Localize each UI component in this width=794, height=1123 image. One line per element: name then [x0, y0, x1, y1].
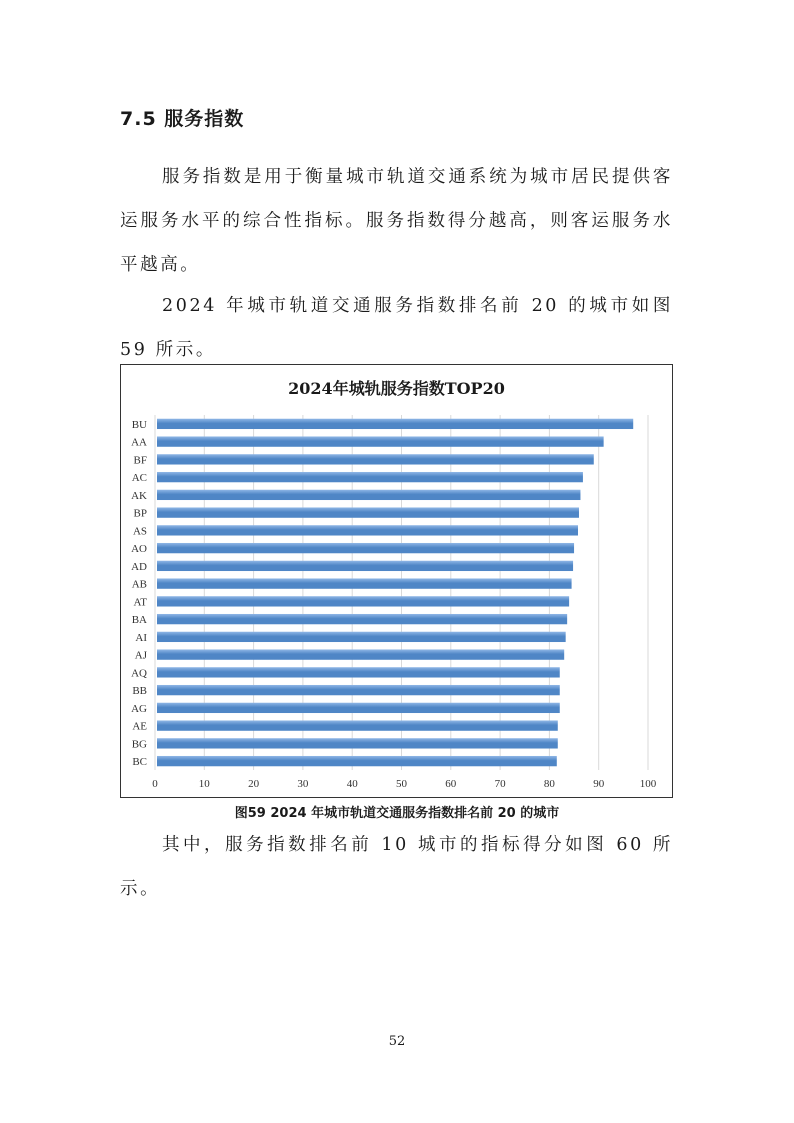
bar-bg: [157, 738, 558, 748]
category-label: AG: [131, 702, 147, 715]
bar-aa: [157, 436, 604, 446]
category-label: BU: [131, 418, 147, 431]
bar-bc: [157, 756, 557, 766]
category-label: AD: [131, 560, 147, 573]
category-label: AB: [131, 578, 147, 591]
category-label: AI: [135, 631, 147, 644]
x-tick-label: 40: [346, 778, 358, 790]
figure-caption: 图59 2024 年城市轨道交通服务指数排名前 20 的城市: [234, 806, 560, 821]
x-tick-label: 70: [494, 778, 506, 790]
category-label: AK: [131, 489, 147, 502]
category-label: AA: [131, 436, 147, 449]
bar-ai: [157, 632, 566, 642]
x-tick-label: 90: [593, 778, 605, 790]
x-tick-label: 0: [152, 778, 158, 790]
x-tick-label: 30: [297, 778, 309, 790]
bar-ae: [157, 720, 558, 730]
category-label: AC: [131, 472, 147, 485]
bar-ba: [157, 614, 567, 624]
bar-bb: [157, 685, 560, 695]
chart-frame: [120, 364, 673, 798]
bar-at: [157, 596, 569, 606]
chart-title: 2024年城轨服务指数TOP20: [288, 379, 505, 398]
bar-ad: [157, 561, 573, 571]
category-label: AO: [131, 543, 147, 556]
x-tick-label: 80: [543, 778, 555, 790]
figure-reference-paragraph: 2024 年城市轨道交通服务指数排名前 20 的城市如图 59 所示。: [120, 296, 673, 360]
category-label: BB: [132, 685, 147, 698]
chart-bars: [157, 419, 633, 767]
x-tick-label: 20: [248, 778, 260, 790]
bar-bp: [157, 507, 579, 517]
category-label: AJ: [134, 649, 147, 662]
x-tick-label: 100: [639, 778, 657, 790]
category-label: AT: [133, 596, 147, 609]
bar-ab: [157, 578, 572, 588]
category-label: BF: [133, 454, 147, 467]
x-tick-label: 50: [396, 778, 407, 790]
category-label: BP: [133, 507, 147, 520]
category-label: AE: [132, 720, 147, 733]
followup-paragraph: 其中，服务指数排名前 10 城市的指标得分如图 60 所示。: [120, 835, 673, 899]
bar-ao: [157, 543, 574, 553]
category-label: AS: [132, 525, 147, 538]
bar-bf: [157, 454, 594, 464]
chart-x-tick-labels: [152, 778, 657, 790]
bar-ac: [157, 472, 583, 482]
x-tick-label: 60: [445, 778, 457, 790]
bar-chart: [121, 365, 674, 799]
bar-bu: [157, 419, 633, 429]
x-tick-label: 10: [198, 778, 210, 790]
bar-aq: [157, 667, 560, 677]
category-label: AQ: [131, 667, 147, 680]
section-title: 7.5 服务指数: [120, 108, 245, 130]
chart-gridlines: [155, 415, 648, 770]
category-label: BA: [131, 614, 147, 627]
page-number: 52: [388, 1034, 406, 1049]
bar-aj: [157, 649, 564, 659]
bar-ag: [157, 703, 560, 713]
category-label: BC: [132, 756, 147, 769]
category-label: BG: [131, 738, 147, 751]
bar-ak: [157, 490, 580, 500]
bar-as: [157, 525, 578, 535]
intro-paragraph: 服务指数是用于衡量城市轨道交通系统为城市居民提供客运服务水平的综合性指标。服务指数得分越高，则客运服务水平越高。: [120, 167, 673, 275]
chart-category-labels: [131, 419, 148, 768]
